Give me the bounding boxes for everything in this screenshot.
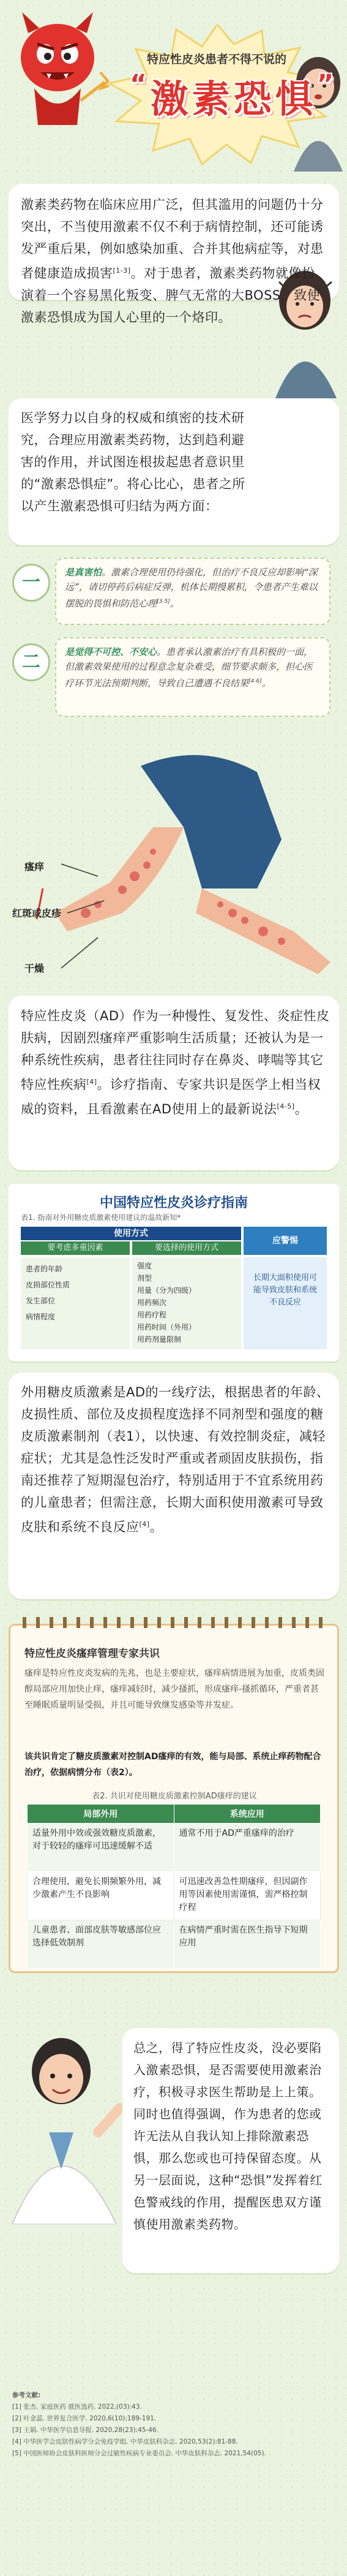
notepad-binding xyxy=(23,1617,325,1628)
consensus-cell: 儿童患者、面部皮肤等敏感部位应选择低效制剂 xyxy=(28,1920,174,1969)
point-one-text: 。激素合理使用仍待强化，但治疗不良反应却影响“深远”，请切停药后病症反弹，机体长期慢累积，令患者产生难以摆脱的畏惧和防范心理 xyxy=(65,567,318,609)
table-row xyxy=(28,1824,321,1872)
arm-label-rash: 红斑或皮疹 xyxy=(12,907,62,919)
intro-paragraph-2: 医学努力以自身的权威和缜密的技术研究，合理应用激素类药物，达到趋利避害的作用，并试图连根拔起患者意识里的“激素恐惧症”。将心比心，患者之所以产生激素恐惧可归结为两方面： xyxy=(21,411,245,513)
guide-methods-list xyxy=(132,1257,241,1349)
table-row xyxy=(28,1920,321,1969)
conclusion-paragraph: 总之，得了特应性皮炎，没必要陷入激素恐惧，是否需要使用激素治疗，积极寻求医生帮助是上上策。同时也值得强调，作为患者的您或许无法从自我认知上排除激素恐惧，那么您或也可持保留态度。从另一层面说，这种“恐惧”发挥着红色警戒线的作用，提醒医患双方谨慎使用激素类药物。 xyxy=(133,2040,323,2232)
treatment-ref: [4] xyxy=(139,1520,150,1528)
consensus-q-ref: （表2） xyxy=(102,1768,129,1778)
header-pretitle: 特应性皮炎患者不得不说的 xyxy=(147,53,287,66)
point-two-ref: [4-6] xyxy=(248,678,262,684)
consensus-body: 瘙痒是特应性皮炎发病的先兆，也是主要症状，瘙痒病情进展为加重，皮质类固醇局部应用加快止痒，瘙痒减轻时，减少搔抓，形成瘙痒-搔抓循环，严重者甚至睡眠质量明显受损，并且可能导致继发感染等并发症。 xyxy=(24,1669,324,1710)
consensus-question xyxy=(24,1749,324,1781)
references-title: 参考文献: xyxy=(12,2392,41,2399)
title-close-quote: ” xyxy=(316,69,338,99)
reference-item: [4] 中华医学会皮肤性病学分会免疫学组. 中华皮肤科杂志. 2020,53(2):81-88. xyxy=(12,2438,238,2445)
point-two-lead: 是觉得不可控、不安心 xyxy=(65,646,157,657)
ad-p-text-c: 。 xyxy=(294,1102,308,1116)
guide-method: 用药剂量限制 xyxy=(137,1335,182,1344)
guide-method: 用药疗程 xyxy=(137,1311,167,1319)
consensus-cell: 可迅速改善急性期瘙痒，但因副作用等因素使用需谨慎，需严格控制疗程 xyxy=(174,1872,321,1920)
title-text: 激素恐惧 xyxy=(150,77,317,121)
guide-method: 用药时间（外用） xyxy=(137,1323,196,1332)
table-row xyxy=(28,1872,321,1920)
reference-item: [2] 叶金蕊. 世界复合医学. 2020,6(10):189-191. xyxy=(12,2415,157,2422)
header-title xyxy=(130,69,337,123)
consensus-q-end: 。 xyxy=(129,1768,138,1778)
point-two-box xyxy=(55,637,330,717)
intro-p1-text-b: 。对于患者，激素类药物就像扮演着一个容易黑化叛变、脾气无常的大BOSS，致使激素恐惧成为国人心里的一个烙印。 xyxy=(21,266,321,325)
consensus-cell: 适量外用中效或强效糖皮质激素，对于较轻的瘙痒可迅速缓解不适 xyxy=(28,1824,174,1872)
guide-warning: 长期大面积使用可能导致皮肤和系统不良反应 xyxy=(244,1257,327,1349)
consensus-table xyxy=(27,1804,321,1969)
point-two-text: 。患者承认激素治疗有具积极的一面，但激素效果使用的过程意念复杂难受，细节要求颇多，担心医疗环节光法预期判断，导致自己遭遇不良结果 xyxy=(65,646,313,689)
guide-factor: 发生部位 xyxy=(26,1297,56,1305)
point-one-badge: 一 xyxy=(12,564,50,602)
guide-title: 中国特应性皮炎诊疗指南 xyxy=(99,1195,248,1211)
intro-p1-ref: [1-3] xyxy=(113,267,131,275)
point-two-end: 。 xyxy=(261,678,271,689)
treatment-text: 外用糖皮质激素是AD的一线疗法，根据患者的年龄、皮损性质、部位及皮损程度选择不同剂型和强度的糖皮质激素制剂（表1），以快速、有效控制炎症，减轻症状；尤其是急性泛发时严重或者顽固皮肤损伤，指南还推荐了短期湿包治疗，特别适用于不宜系统用药的儿童患者；但需注意，长期大面积使用激素可导致皮肤和系统不良反应 xyxy=(21,1385,330,1534)
arm-label-dry: 干燥 xyxy=(24,963,45,974)
consensus-cell: 合理使用，避免长期频繁外用，减少激素产生不良影响 xyxy=(28,1872,174,1920)
point-one-ref: [3-5] xyxy=(157,599,170,605)
consensus-table-title: 表2. 共识对使用糖皮质激素控制AD瘙痒的建议 xyxy=(92,1792,257,1801)
arm-illustration xyxy=(0,729,347,987)
point-two xyxy=(12,637,337,723)
devil-illustration xyxy=(4,9,111,131)
treatment-paragraph xyxy=(21,1381,330,1538)
ad-p-ref1: [4] xyxy=(86,1078,97,1086)
guide-method: 剂型 xyxy=(137,1274,152,1282)
consensus-q-text: 该共识肯定了糖皮质激素对控制AD瘙痒的有效，能与局部、系统止痒药物配合治疗，依据病情分布 xyxy=(24,1752,321,1778)
intro-paragraph-1 xyxy=(21,194,327,328)
guide-factor: 皮损部位性质 xyxy=(26,1281,70,1289)
ad-p-ref2: [4-5] xyxy=(277,1102,295,1110)
header-banner xyxy=(0,0,347,178)
guide-method: 用量（分为四级） xyxy=(137,1286,196,1295)
consensus-col-systemic: 系统应用 xyxy=(174,1805,321,1824)
ad-p-text: 特应性皮炎（AD）作为一种慢性、复发性、炎症性皮肤病，因剧烈瘙痒严重影响生活质量；还被认为是一种系统性疾病，患者往往同时存在鼻炎、哮喘等其它特应性疾病 xyxy=(21,1009,330,1092)
point-one-end: 。 xyxy=(170,598,179,609)
guide-factor: 病情程度 xyxy=(26,1313,56,1321)
reference-item: [5] 中国医师协会皮肤科医师分会过敏性疾病专业委员会. 中华皮肤科杂志. 2021,54(05). xyxy=(12,2450,266,2457)
guide-method: 用药频次 xyxy=(137,1298,167,1307)
guide-method: 强度 xyxy=(137,1262,152,1270)
consensus-col-local: 局部外用 xyxy=(28,1805,174,1824)
intro-p1-text: 激素类药物在临床应用广泛，但其滥用的问题仍十分突出，不当使用激素不仅不利于病情控制，还可能诱发严重后果，例如感染加重、合并其他病症等，对患者健康造成损害 xyxy=(21,197,324,281)
reference-item: [3] 王娟. 中华医学信息导报. 2020,28(23):45-46. xyxy=(12,2426,159,2434)
ad-paragraph xyxy=(21,1005,330,1120)
guide-subtitle: 表1. 指南对外用糖皮质激素使用建议的温故新知* xyxy=(21,1213,181,1222)
consensus-cell: 在病情严重时需在医生指导下短期应用 xyxy=(174,1920,321,1969)
references-block xyxy=(12,2390,337,2460)
doctor-illustration xyxy=(6,2022,129,2224)
guide-factors-list xyxy=(21,1257,130,1349)
point-two-badge: 二 xyxy=(12,643,50,681)
consensus-title: 特应性皮炎瘙痒管理专家共识 xyxy=(24,1648,160,1660)
reference-item: [1] 张杰. 家庭医药 就医选药. 2022,(03):43. xyxy=(12,2403,142,2411)
guide-usage-header: 使用方式 xyxy=(21,1227,241,1240)
point-one-box xyxy=(55,558,330,625)
guide-col-advice: 应警惕 xyxy=(244,1227,327,1255)
guide-col-choose: 要考虑多重因素 xyxy=(21,1241,130,1255)
point-one xyxy=(12,558,337,631)
title-open-quote: “ xyxy=(130,69,151,99)
consensus-cell: 通常不用于AD严重瘙痒的治疗 xyxy=(174,1824,321,1872)
guide-factor: 患者的年龄 xyxy=(26,1265,63,1273)
arm-label-itch: 瘙痒 xyxy=(24,861,45,873)
ad-p-text-b: 。诊疗指南、专家共识是医学上相当权威的资料，且看激素在AD使用上的最新说法 xyxy=(21,1077,321,1116)
guide-col-select: 要选择的使用方式 xyxy=(132,1241,241,1255)
treatment-end: 。 xyxy=(149,1520,163,1534)
point-one-lead: 是真害怕 xyxy=(65,567,102,578)
